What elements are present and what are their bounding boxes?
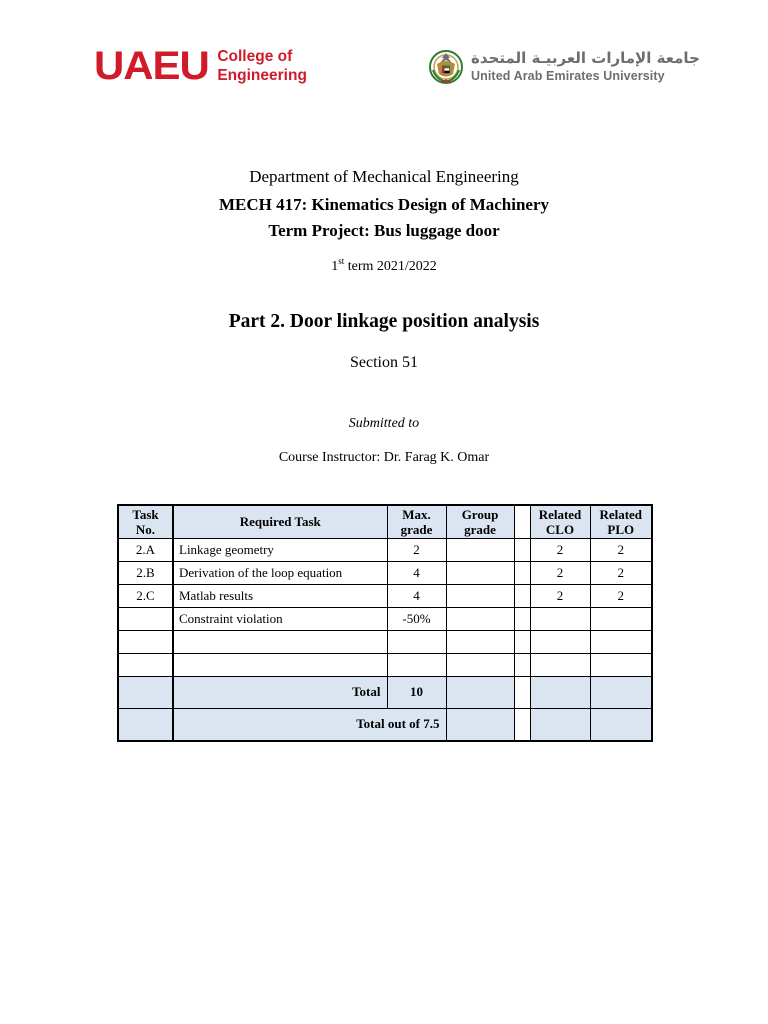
falcon-emblem-icon xyxy=(428,46,464,86)
total-value: 10 xyxy=(387,676,446,708)
header-related-clo: Related CLO xyxy=(530,505,590,538)
cell-gap xyxy=(514,676,530,708)
cell-gap xyxy=(514,630,530,653)
university-name-english: United Arab Emirates University xyxy=(471,69,665,83)
total-out-group-cell[interactable] xyxy=(446,708,514,741)
cell-task xyxy=(173,653,387,676)
term-ordinal: 1 xyxy=(331,259,339,274)
cell-task-no: 2.A xyxy=(118,538,173,561)
table-row xyxy=(118,630,652,653)
university-name-arabic: جامعة الإمارات العربيـة المتحدة xyxy=(471,49,700,67)
cell-gap xyxy=(514,653,530,676)
cell-clo: 2 xyxy=(530,584,590,607)
university-name xyxy=(471,48,700,84)
cell-max-grade: -50% xyxy=(387,607,446,630)
cell-task: Matlab results xyxy=(173,584,387,607)
total-row xyxy=(118,676,652,708)
cell-task: Linkage geometry xyxy=(173,538,387,561)
cell-gap xyxy=(514,584,530,607)
university-logo xyxy=(428,46,700,86)
total-group-cell[interactable] xyxy=(446,676,514,708)
cell-group-grade[interactable] xyxy=(446,538,514,561)
cell-gap xyxy=(514,607,530,630)
submitted-to-label: Submitted to xyxy=(348,416,420,431)
course-title: MECH 417: Kinematics Design of Machinery xyxy=(218,195,550,214)
page-header xyxy=(0,0,768,110)
total-out-row xyxy=(118,708,652,741)
cell-group-grade[interactable] xyxy=(446,630,514,653)
uaeu-college-logo xyxy=(94,46,307,86)
cell-plo xyxy=(590,653,652,676)
college-name xyxy=(217,47,307,85)
total-out-plo-cell xyxy=(590,708,652,741)
cell-gap xyxy=(514,561,530,584)
cell-max-grade xyxy=(387,653,446,676)
cell-plo xyxy=(590,630,652,653)
table-row xyxy=(118,607,652,630)
total-clo-cell xyxy=(530,676,590,708)
project-title: Term Project: Bus luggage door xyxy=(268,221,500,240)
term-line xyxy=(0,256,768,275)
cell-clo: 2 xyxy=(530,538,590,561)
total-empty-cell xyxy=(118,676,173,708)
cell-plo: 2 xyxy=(590,561,652,584)
total-out-label: Total out of 7.5 xyxy=(173,708,446,741)
cell-task-no: 2.C xyxy=(118,584,173,607)
cell-task xyxy=(173,630,387,653)
cell-clo xyxy=(530,653,590,676)
header-related-plo: Related PLO xyxy=(590,505,652,538)
table-row xyxy=(118,561,652,584)
cell-group-grade[interactable] xyxy=(446,584,514,607)
total-plo-cell xyxy=(590,676,652,708)
term-rest: term 2021/2022 xyxy=(344,259,437,274)
grading-table xyxy=(117,504,653,742)
cell-task-no: 2.B xyxy=(118,561,173,584)
total-out-empty-cell xyxy=(118,708,173,741)
total-label: Total xyxy=(173,676,387,708)
cell-clo xyxy=(530,630,590,653)
cell-plo: 2 xyxy=(590,584,652,607)
cell-max-grade: 2 xyxy=(387,538,446,561)
table-row xyxy=(118,653,652,676)
table-header-row xyxy=(118,505,652,538)
instructor-line: Course Instructor: Dr. Farag K. Omar xyxy=(278,450,490,465)
cell-max-grade: 4 xyxy=(387,584,446,607)
uaeu-wordmark: UAEU xyxy=(94,44,209,88)
department-title: Department of Mechanical Engineering xyxy=(249,167,519,186)
cell-clo: 2 xyxy=(530,561,590,584)
cell-plo xyxy=(590,607,652,630)
cell-task-no xyxy=(118,653,173,676)
table-row xyxy=(118,584,652,607)
cell-task: Constraint violation xyxy=(173,607,387,630)
college-line-2: Engineering xyxy=(217,67,307,84)
total-out-clo-cell xyxy=(530,708,590,741)
cell-plo: 2 xyxy=(590,538,652,561)
cell-max-grade: 4 xyxy=(387,561,446,584)
cell-group-grade[interactable] xyxy=(446,607,514,630)
header-group-grade: Group grade xyxy=(446,505,514,538)
cell-task: Derivation of the loop equation xyxy=(173,561,387,584)
college-line-1: College of xyxy=(217,48,293,65)
term-suffix: st xyxy=(338,256,345,266)
part-title: Part 2. Door linkage position analysis xyxy=(228,311,540,332)
header-required-task: Required Task xyxy=(173,505,387,538)
cell-gap xyxy=(514,538,530,561)
section-label: Section 51 xyxy=(350,354,418,371)
cell-max-grade xyxy=(387,630,446,653)
cell-clo xyxy=(530,607,590,630)
header-max-grade: Max. grade xyxy=(387,505,446,538)
table-row xyxy=(118,538,652,561)
cell-group-grade[interactable] xyxy=(446,653,514,676)
header-gap xyxy=(514,505,530,538)
header-task-no: Task No. xyxy=(118,505,173,538)
cell-task-no xyxy=(118,607,173,630)
cell-gap xyxy=(514,708,530,741)
cell-group-grade[interactable] xyxy=(446,561,514,584)
cell-task-no xyxy=(118,630,173,653)
